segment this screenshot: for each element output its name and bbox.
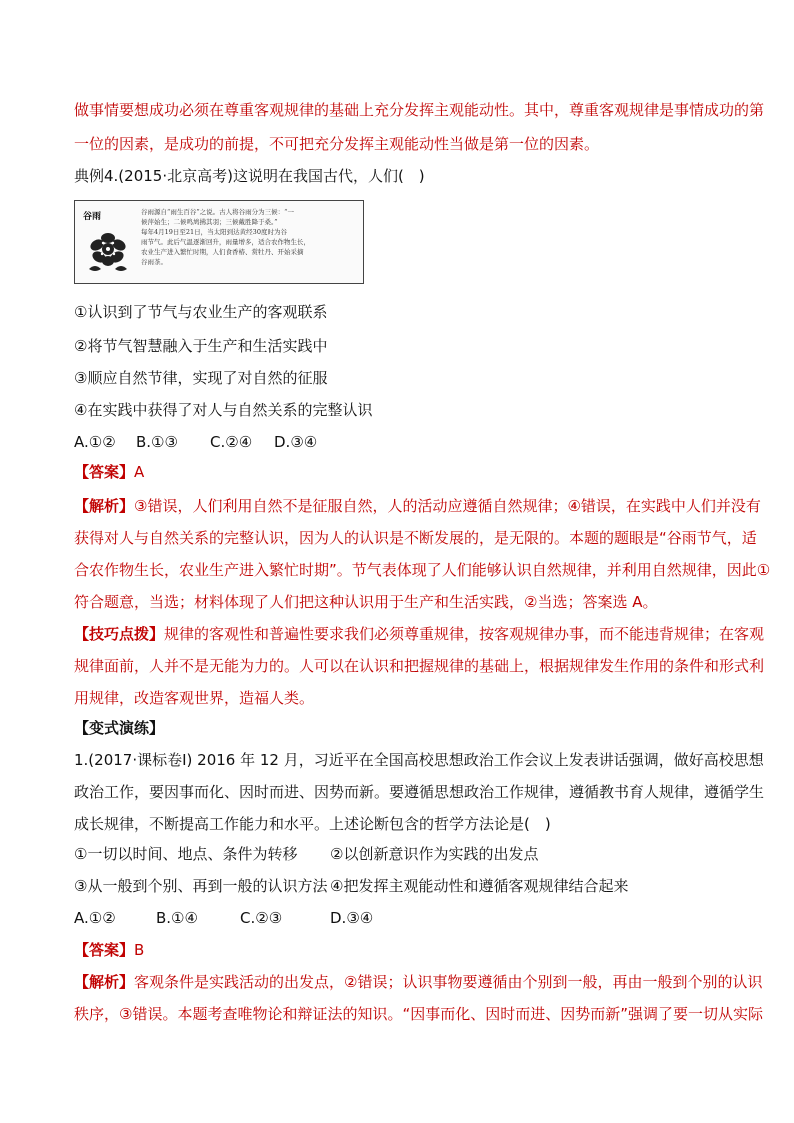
example-statement-3: ③顺应自然节律，实现了对自然的征服: [74, 369, 328, 387]
practice-statement-4: ④把发挥主观能动性和遵循客观规律结合起来: [330, 877, 629, 895]
example-statement-2: ②将节气智慧融入于生产和生活实践中: [74, 337, 328, 355]
answer-label: 【答案】: [74, 463, 135, 481]
choice-d: D.③④: [274, 433, 318, 451]
choice-c: C.②③: [240, 909, 283, 927]
practice-heading: 【变式演练】: [74, 719, 165, 737]
tip-text: 规律的客观性和普遍性要求我们必须尊重规律，按客观规律办事，而不能违背规律；在客观: [164, 625, 765, 643]
practice-stem-line-2: 政治工作，要因事而化、因时而进、因势而新。要遵循思想政治工作规律，遵循教书育人规律，遵循学生: [74, 783, 765, 801]
example-statement-1: ①认识到了节气与农业生产的客观联系: [74, 303, 328, 321]
practice-analysis-line-2: 秩序，③错误。本题考查唯物论和辩证法的知识。“因事而化、因时而进、因势而新”强调了要一切从实际: [74, 1005, 763, 1023]
example-analysis-line-2: 获得对人与自然关系的完整认识，因为人的认识是不断发展的，是无限的。本题的题眼是“谷雨节气，适: [74, 529, 757, 547]
example-choices: [74, 432, 714, 452]
guyu-figure: [74, 200, 364, 284]
figure-text: [141, 207, 361, 267]
figure-text-line: 每年4月19日至21日，当太阳到达黄经30度时为谷: [141, 228, 287, 236]
choice-b: B.①④: [156, 909, 198, 927]
practice-statements-row-1: [74, 844, 714, 864]
answer-value: B: [134, 941, 145, 959]
choice-a: A.①②: [74, 433, 116, 451]
practice-statements-row-2: [74, 876, 714, 896]
peony-flower-icon: [83, 229, 133, 277]
analysis-text: ③错误，人们利用自然不是征服自然，人的活动应遵循自然规律；④错误，在实践中人们并没有: [134, 497, 761, 515]
practice-choices: [74, 908, 714, 928]
tip-line-1: [74, 624, 764, 644]
analysis-text: 客观条件是实践活动的出发点，②错误；认识事物要遵循由个别到一般，再由一般到个别的认识: [134, 973, 763, 991]
choice-d: D.③④: [330, 909, 374, 927]
example-stem: 典例4.(2015·北京高考)这说明在我国古代，人们( ): [74, 167, 425, 185]
practice-statement-1: ①一切以时间、地点、条件为转移: [74, 845, 298, 863]
example-answer: [74, 462, 144, 482]
intro-line-2: 一位的因素，是成功的前提，不可把充分发挥主观能动性当做是第一位的因素。: [74, 135, 600, 153]
answer-label: 【答案】: [74, 941, 135, 959]
practice-stem-line-3: 成长规律，不断提高工作能力和水平。上述论断包含的哲学方法论是( ): [74, 815, 551, 833]
practice-answer: [74, 940, 144, 960]
tip-line-2: 规律面前，人并不是无能为力的。人可以在认识和把握规律的基础上，根据规律发生作用的条件和形式利: [74, 657, 765, 675]
example-analysis-line-3: 合农作物生长，农业生产进入繁忙时期”。节气表体现了人们能够认识自然规律，并利用自然规律，因此①: [74, 561, 771, 579]
tip-label: 【技巧点拨】: [74, 625, 165, 643]
tip-line-3: 用规律，改造客观世界，造福人类。: [74, 689, 315, 707]
figure-text-line: 谷雨茶。: [141, 258, 167, 266]
figure-text-line: 候萍始生；二候鸣鸠拂其羽；三候戴胜降于桑。”: [141, 218, 278, 226]
analysis-label: 【解析】: [74, 497, 135, 515]
figure-text-line: 谷雨源自“雨生百谷”之说。古人将谷雨分为三候：“一: [141, 208, 294, 216]
example-statement-4: ④在实践中获得了对人与自然关系的完整认识: [74, 401, 373, 419]
practice-stem-line-1: 1.(2017·课标卷Ⅰ) 2016 年 12 月，习近平在全国高校思想政治工作会议上发表讲话强调，做好高校思想: [74, 751, 764, 769]
practice-analysis-line-1: [74, 972, 762, 992]
analysis-label: 【解析】: [74, 973, 135, 991]
figure-title: 谷雨: [83, 212, 102, 222]
intro-line-1: 做事情要想成功必须在尊重客观规律的基础上充分发挥主观能动性。其中，尊重客观规律是事情成功的第: [74, 101, 765, 119]
practice-statement-2: ②以创新意识作为实践的出发点: [330, 845, 539, 863]
choice-b: B.①③: [136, 433, 178, 451]
example-analysis-line-4: 符合题意，当选；材料体现了人们把这种认识用于生产和生活实践，②当选；答案选 A。: [74, 593, 658, 611]
figure-text-line: 农业生产进入繁忙时期，人们食香椿、赏牡丹、开始采摘: [141, 248, 304, 256]
answer-value: A: [134, 463, 145, 481]
choice-a: A.①②: [74, 909, 116, 927]
example-analysis-line-1: [74, 496, 761, 516]
choice-c: C.②④: [210, 433, 253, 451]
practice-statement-3: ③从一般到个别、再到一般的认识方法: [74, 877, 328, 895]
figure-text-line: 雨节气。此后气温逐渐回升，雨量增多，适合农作物生长，: [141, 238, 310, 246]
